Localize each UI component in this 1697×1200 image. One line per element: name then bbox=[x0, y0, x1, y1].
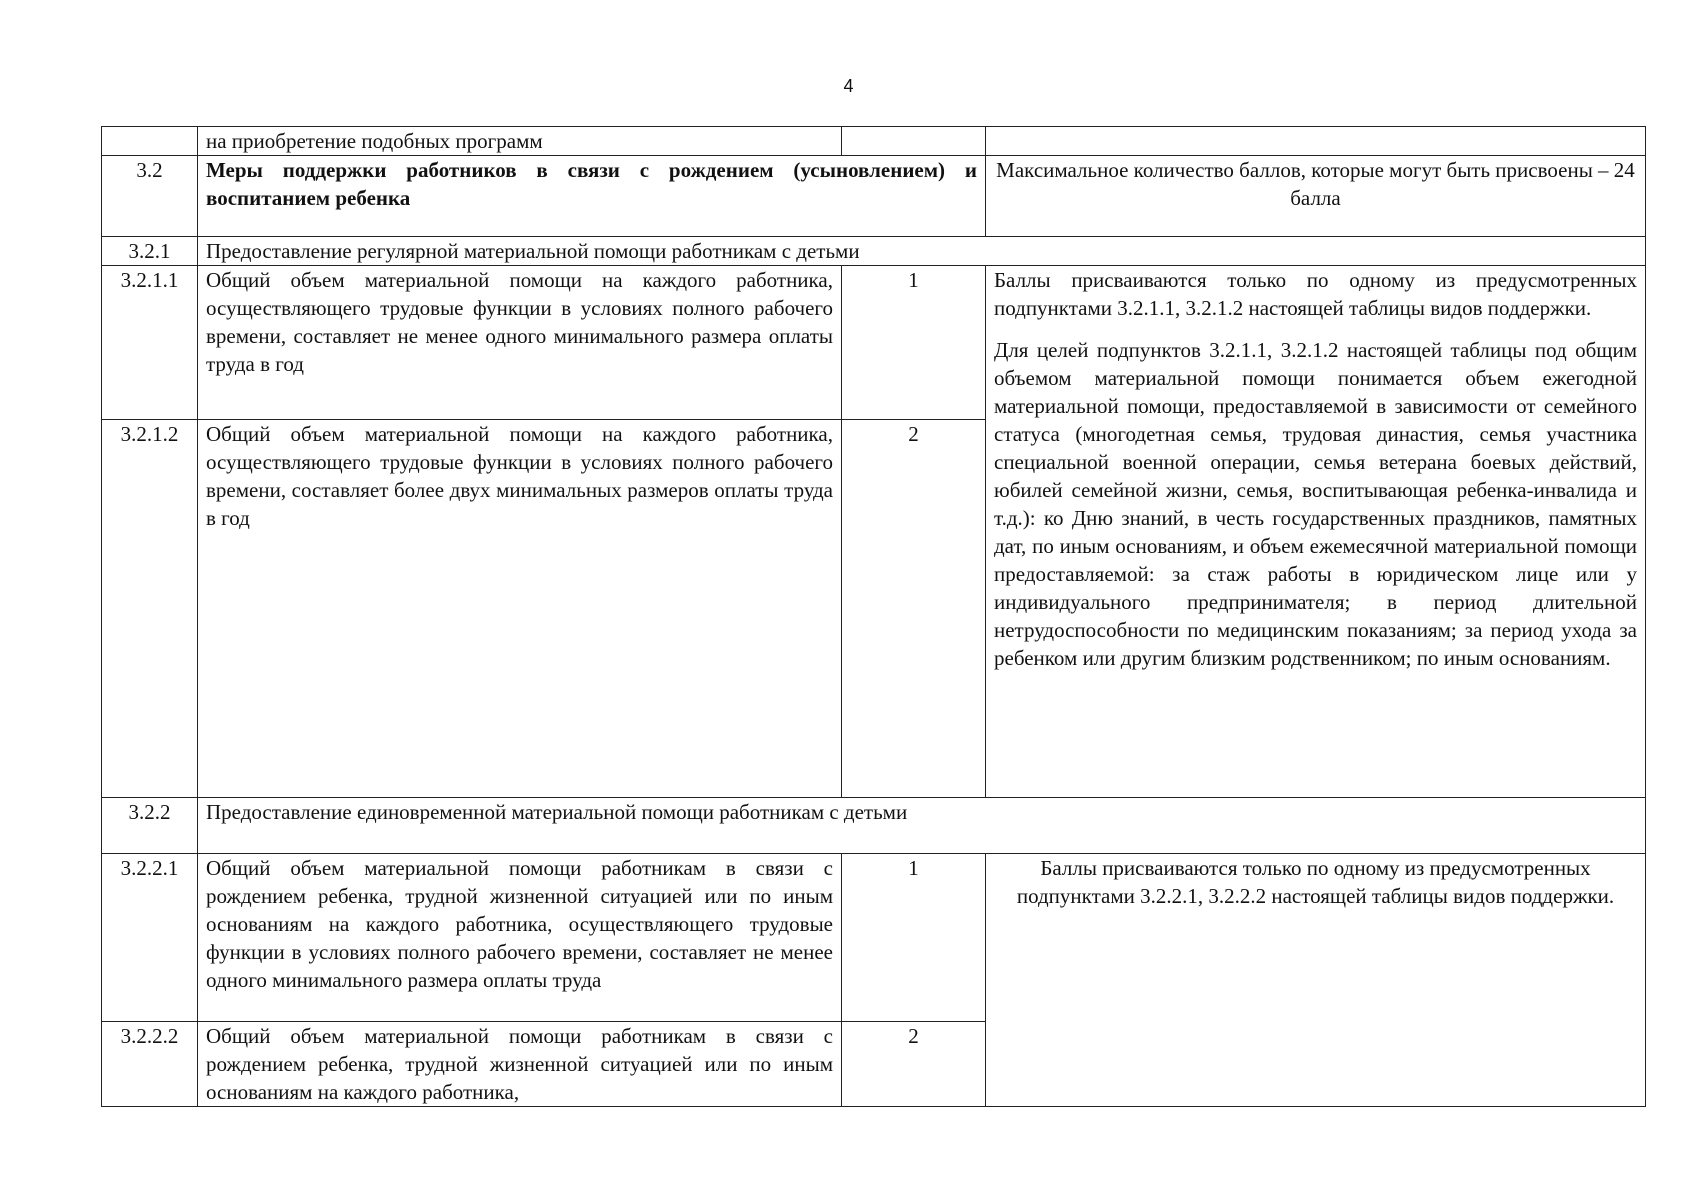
item-note bbox=[986, 266, 1646, 798]
note-paragraph: Для целей подпунктов 3.2.1.1, 3.2.1.2 настоящей таблицы под общим объемом материальной помощи понимается объем ежегодной материальной помощи, предоставляемой в зависимости от семейного статуса (многодетная семья, трудовая династия, семья участника специальной военной операции, семья ветерана боевых действий, юбилей семейной жизни, семья, воспитывающая ребенка-инвалида и т.д.): ко Дню знаний, в честь государственных праздников, памятных дат, по иным основаниям, и объем ежемесячной материальной помощи предоставляемой: за стаж работы в юридическом лице или у индивидуального предпринимателя; в период длительной нетрудоспособности по медицинским показаниям; за период ухода за ребенком или другим близким родственником; по иным основаниям. bbox=[994, 338, 1637, 670]
item-number: 3.2.1.2 bbox=[102, 420, 198, 798]
item-number: 3.2.1 bbox=[102, 237, 198, 266]
item-description: Общий объем материальной помощи на каждого работника, осуществляющего трудовые функции в условиях полного рабочего времени, составляет более двух минимальных размеров оплаты труда в год bbox=[198, 420, 842, 798]
item-score: 2 bbox=[842, 1022, 986, 1107]
support-measures-table bbox=[101, 126, 1646, 1107]
item-number: 3.2.2 bbox=[102, 798, 198, 854]
item-description: на приобретение подобных программ bbox=[198, 127, 842, 156]
item-score: 1 bbox=[842, 266, 986, 420]
item-description: Общий объем материальной помощи работникам в связи с рождением ребенка, трудной жизненной ситуацией или по иным основаниям на каждого работника, bbox=[198, 1022, 842, 1107]
item-score: 1 bbox=[842, 854, 986, 1022]
table-row bbox=[102, 798, 1646, 854]
section-title: Меры поддержки работников в связи с рождением (усыновлением) и воспитанием ребенка bbox=[198, 156, 986, 237]
item-score: 2 bbox=[842, 420, 986, 798]
subsection-title: Предоставление единовременной материальной помощи работникам с детьми bbox=[198, 798, 1646, 854]
table-row bbox=[102, 266, 1646, 420]
table-row bbox=[102, 854, 1646, 1022]
subsection-title: Предоставление регулярной материальной помощи работникам с детьми bbox=[198, 237, 1646, 266]
item-number bbox=[102, 127, 198, 156]
item-score bbox=[842, 127, 986, 156]
item-number: 3.2.2.2 bbox=[102, 1022, 198, 1107]
table-row bbox=[102, 127, 1646, 156]
item-number: 3.2 bbox=[102, 156, 198, 237]
note-paragraph: Баллы присваиваются только по одному из предусмотренных подпунктами 3.2.1.1, 3.2.1.2 настоящей таблицы видов поддержки. bbox=[994, 268, 1637, 320]
item-note: Баллы присваиваются только по одному из предусмотренных подпунктами 3.2.2.1, 3.2.2.2 настоящей таблицы видов поддержки. bbox=[986, 854, 1646, 1107]
page-number: 4 bbox=[843, 76, 854, 96]
item-note bbox=[986, 127, 1646, 156]
item-description: Общий объем материальной помощи работникам в связи с рождением ребенка, трудной жизненной ситуацией или по иным основаниям на каждого работника, осуществляющего трудовые функции в условиях полного рабочего времени, составляет не менее одного минимального размера оплаты труда bbox=[198, 854, 842, 1022]
table-row bbox=[102, 156, 1646, 237]
item-description: Общий объем материальной помощи на каждого работника, осуществляющего трудовые функции в условиях полного рабочего времени, составляет не менее одного минимального размера оплаты труда в год bbox=[198, 266, 842, 420]
item-number: 3.2.1.1 bbox=[102, 266, 198, 420]
item-number: 3.2.2.1 bbox=[102, 854, 198, 1022]
table-row bbox=[102, 237, 1646, 266]
max-points-note: Максимальное количество баллов, которые могут быть присвоены – 24 балла bbox=[986, 156, 1646, 237]
